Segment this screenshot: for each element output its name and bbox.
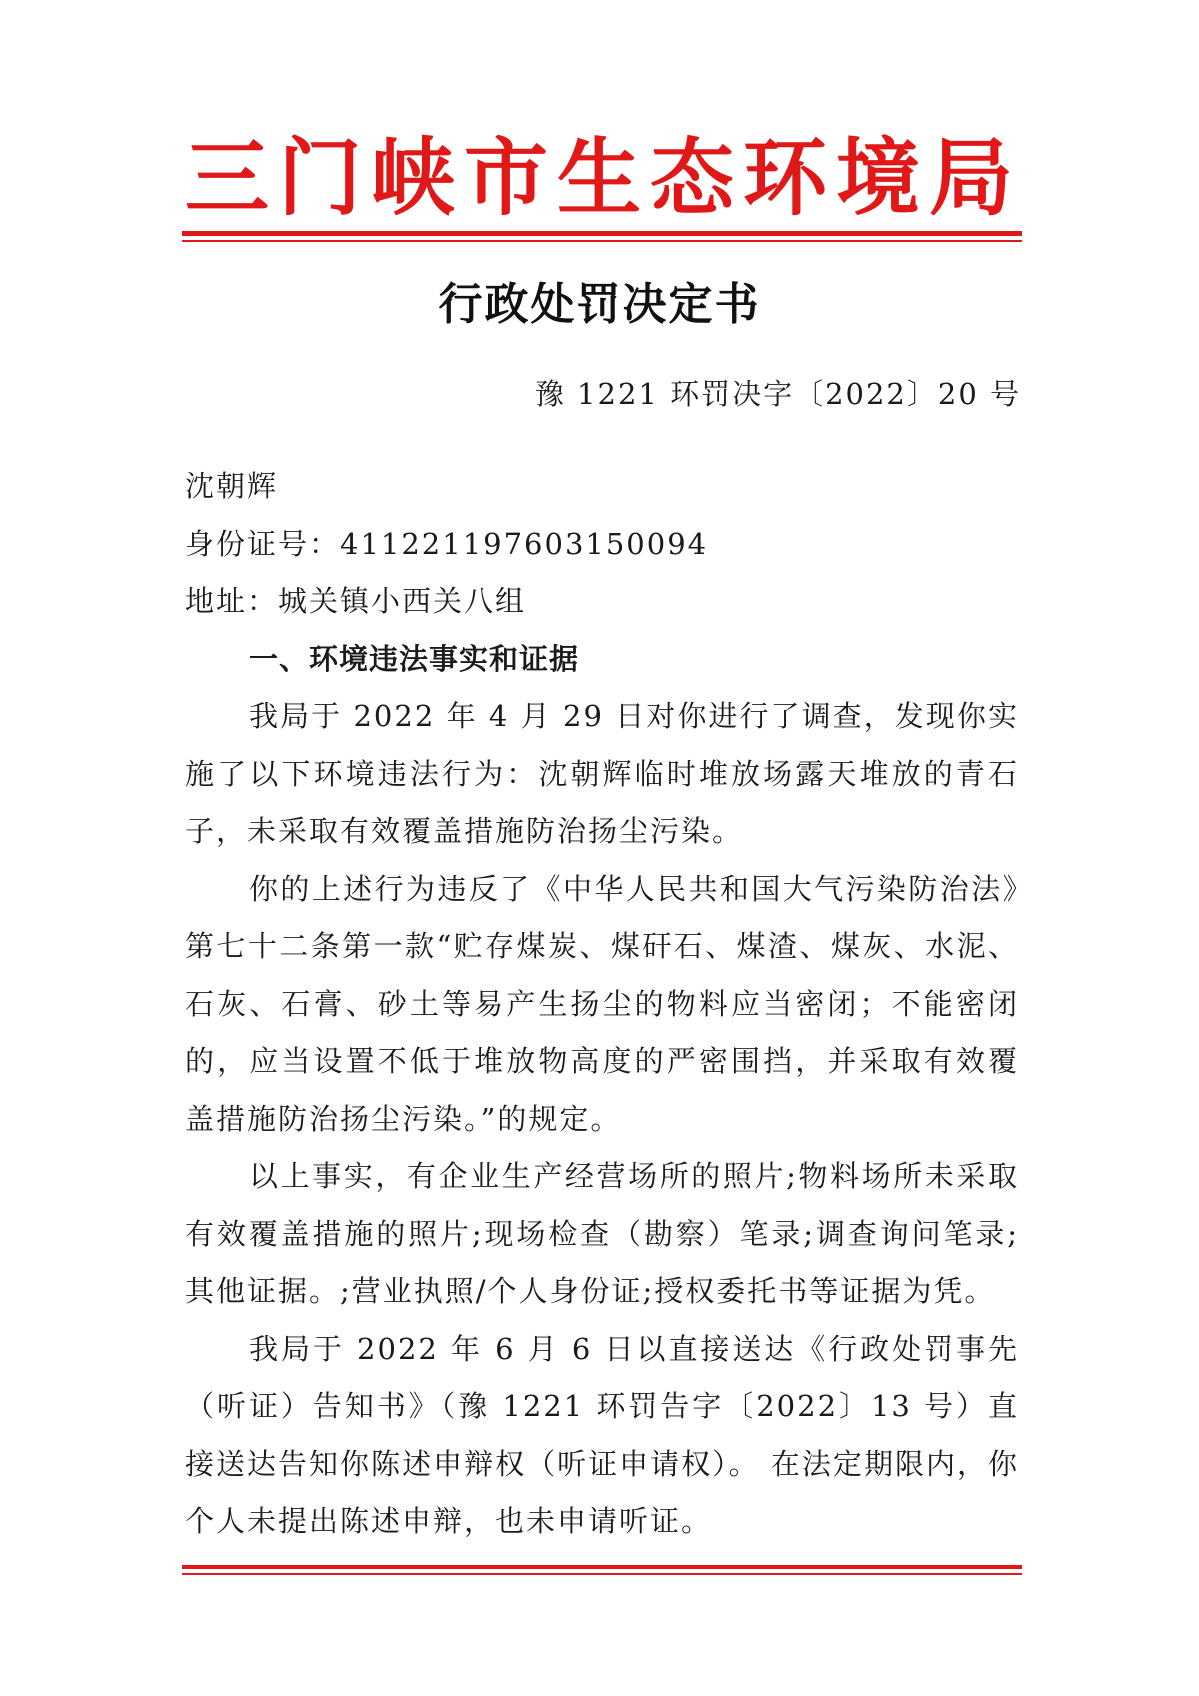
footer-rule-thin <box>182 1573 1022 1575</box>
party-id-number: 身份证号：411221197603150094 <box>185 526 709 561</box>
paragraph-evidence: 以上事实，有企业生产经营场所的照片;物料场所未采取有效覆盖措施的照片;现场检查（勘察）笔录;调查询问笔录;其他证据。;营业执照/个人身份证;授权委托书等证据为凭。 <box>185 1159 1019 1308</box>
letterhead-rule-thin <box>182 240 1022 242</box>
footer-rule-thick <box>182 1565 1022 1569</box>
document-title: 行政处罚决定书 <box>438 279 761 330</box>
document-number: 豫 1221 环罚决字〔2022〕20 号 <box>534 377 1021 411</box>
document-body <box>185 458 1019 1551</box>
paragraph-notification: 我局于 2022 年 6 月 6 日以直接送达《行政处罚事先（听证）告知书》（豫 1221 环罚告字〔2022〕13 号）直接送达告知你陈述申辩权（听证申请权）。 在法定期限内，你个人未提出陈述申辩，也未申请听证。 <box>185 1331 1019 1538</box>
section-heading: 一、环境违法事实和证据 <box>249 641 580 676</box>
agency-letterhead-title: 三门峡市生态环境局 <box>185 128 1015 227</box>
paragraph-legal-violation: 你的上述行为违反了《中华人民共和国大气污染防治法》第七十二条第一款“贮存煤炭、煤矸石、煤渣、煤灰、水泥、石灰、石膏、砂土等易产生扬尘的物料应当密闭；不能密闭的，应当设置不低于堆放物高度的严密围挡，并采取有效覆盖措施防治扬尘污染。”的规定。 <box>185 871 1019 1136</box>
party-name: 沈朝辉 <box>185 469 279 503</box>
letterhead-rule-thick <box>182 231 1022 236</box>
paragraph-investigation: 我局于 2022 年 4 月 29 日对你进行了调查，发现你实施了以下环境违法行为：沈朝辉临时堆放场露天堆放的青石子，未采取有效覆盖措施防治扬尘污染。 <box>185 699 1019 848</box>
party-address: 地址：城关镇小西关八组 <box>185 584 527 618</box>
